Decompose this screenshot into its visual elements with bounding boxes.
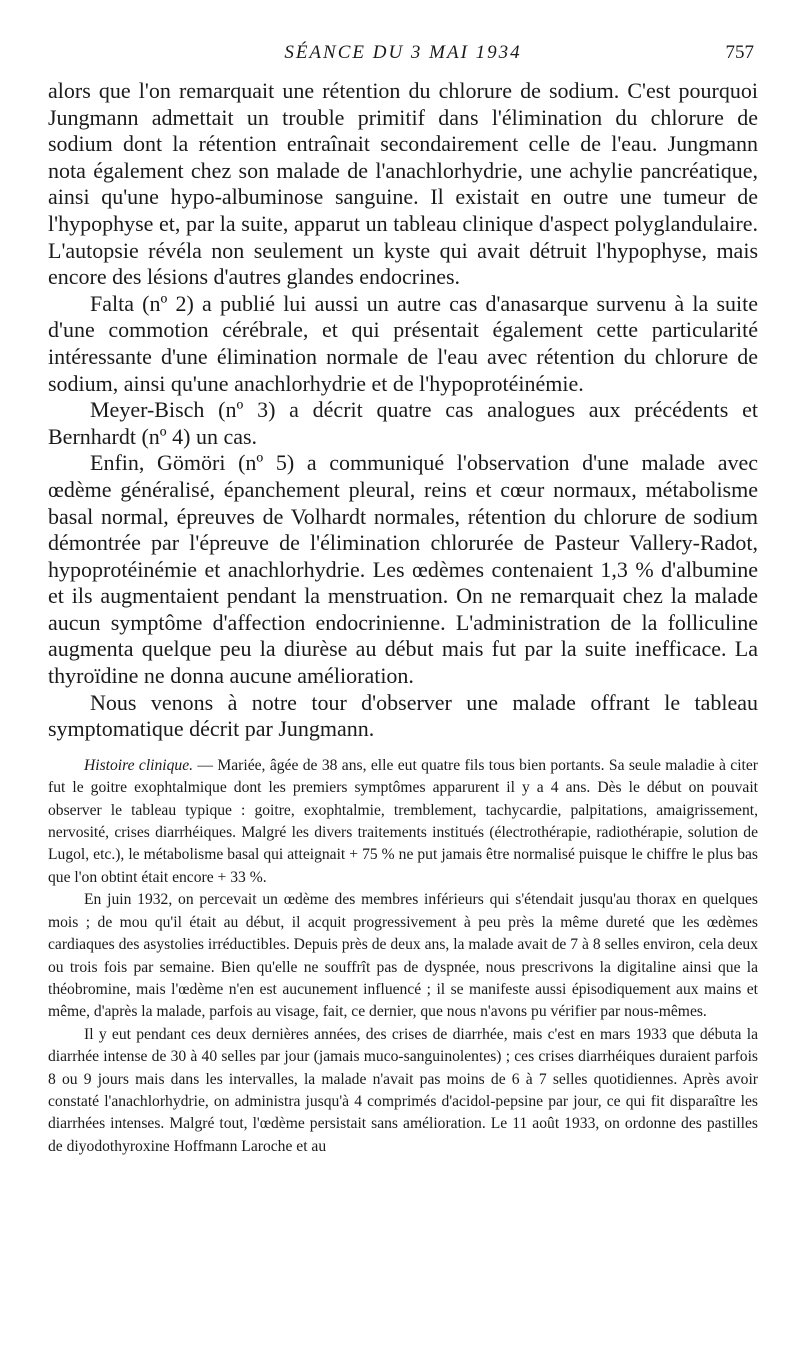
section-gap (48, 743, 758, 755)
history-paragraph-3: Il y eut pendant ces deux dernières années, des crises de diarrhée, mais c'est en mars 1933 que débuta la diarrhée intense de 30 à 40 selles par jour (jamais muco-sanguinolentes) ; ces crises diarrhéiques duraient parfois 8 ou 9 jours mais dans les intervalles, la malade n'avait pas moins de 6 à 7 selles quotidiennes. Après avoir constaté l'anachlorhydrie, on administra jusqu'à 4 comprimés d'acidol-pepsine par jour, ce qui fit disparaître les diarrhées intenses. Malgré tout, l'œdème persistait sans amélioration. Le 11 août 1933, on ordonne des pastilles de diyodothyroxine Hoffmann Laroche et au (48, 1025, 758, 1155)
running-header (48, 42, 758, 70)
history-heading: Histoire clinique. (84, 756, 194, 774)
header-title: SÉANCE DU 3 MAI 1934 (284, 42, 522, 63)
paragraph-3: Meyer-Bisch (nº 3) a décrit quatre cas analogues aux précédents et Bernhardt (nº 4) un cas. (48, 397, 758, 449)
paragraph-2: Falta (nº 2) a publié lui aussi un autre cas d'anasarque survenu à la suite d'une commotion cérébrale, et qui présentait également cette particularité intéressante d'une élimination normale de l'eau avec rétention du chlorure de sodium, ainsi qu'une anachlorhydrie et de l'hypoprotéinémie. (48, 290, 758, 396)
paragraph-5: Nous venons à notre tour d'observer une malade offrant le tableau symptomatique décrit par Jungmann. (48, 689, 758, 742)
history-paragraph-1 (48, 755, 758, 889)
paragraph-1: alors que l'on remarquait une rétention du chlorure de sodium. C'est pourquoi Jungmann admettait un trouble primitif dans l'élimination du chlorure de sodium dont la rétention entraînait secondairement celle de l'eau. Jungmann nota également chez son malade de l'anachlorhydrie, une achylie pancréatique, ainsi qu'une hypo-albuminose sanguine. Il existait en outre une tumeur de l'hypophyse et, par la suite, apparut un tableau clinique d'aspect polyglandulaire. L'autopsie révéla non seulement un kyste qui avait détruit l'hypophyse, mais encore des lésions d'autres glandes endocrines. (48, 78, 758, 290)
body-text (48, 78, 758, 1158)
paragraph-4: Enfin, Gömöri (nº 5) a communiqué l'observation d'une malade avec œdème généralisé, épanchement pleural, reins et cœur normaux, métabolisme basal normal, épreuves de Volhardt normales, rétention du chlorure de sodium démontrée par l'épreuve de l'élimination chlorurée de Pasteur Vallery-Radot, hypoprotéinémie et anachlorhydrie. Les œdèmes contenaient 1,3 % d'albumine et ils augmentaient pendant la menstruation. On ne remarquait chez la malade aucun symptôme d'affection endocrinienne. L'administration de la folliculine augmenta quelque peu la diurèse au début mais fut par la suite inefficace. La thyroïdine ne donna aucune amélioration. (48, 450, 758, 689)
history-text-1: — Mariée, âgée de 38 ans, elle eut quatre fils tous bien portants. Sa seule maladie à citer fut le goitre exophtalmique dont les premiers symptômes apparurent il y a 4 ans. Dès le début on pouvait observer le tableau typique : goitre, exophtalmie, tremblement, tachycardie, palpitations, amaigrissement, nervosité, crises diarrhéiques. Malgré les divers traitements institués (électrothérapie, radiothérapie, solution de Lugol, etc.), le métabolisme basal qui atteignait + 75 % ne put jamais être normalisé puisque le chiffre le plus bas que l'on obtint était encore + 33 %. (48, 756, 759, 886)
history-paragraph-2: En juin 1932, on percevait un œdème des membres inférieurs qui s'étendait jusqu'au thorax en quelques mois ; de mou qu'il était au début, il acquit progressivement à peu près la même dureté que les œdèmes cardiaques des asystolies irréductibles. Depuis près de deux ans, la malade avait de 7 à 8 selles environ, cela deux ou trois fois par semaine. Bien qu'elle ne souffrît pas de dyspnée, nous prescrivons la digitaline ainsi que la théobromine, mais l'œdème n'en est aucunement influencé ; il se manifeste aussi épisodiquement aux mains et même, d'après la malade, parfois au visage, fait, ce dernier, que nous n'avons pu vérifier par nous-mêmes. (48, 891, 758, 1021)
page-number: 757 (725, 42, 754, 63)
